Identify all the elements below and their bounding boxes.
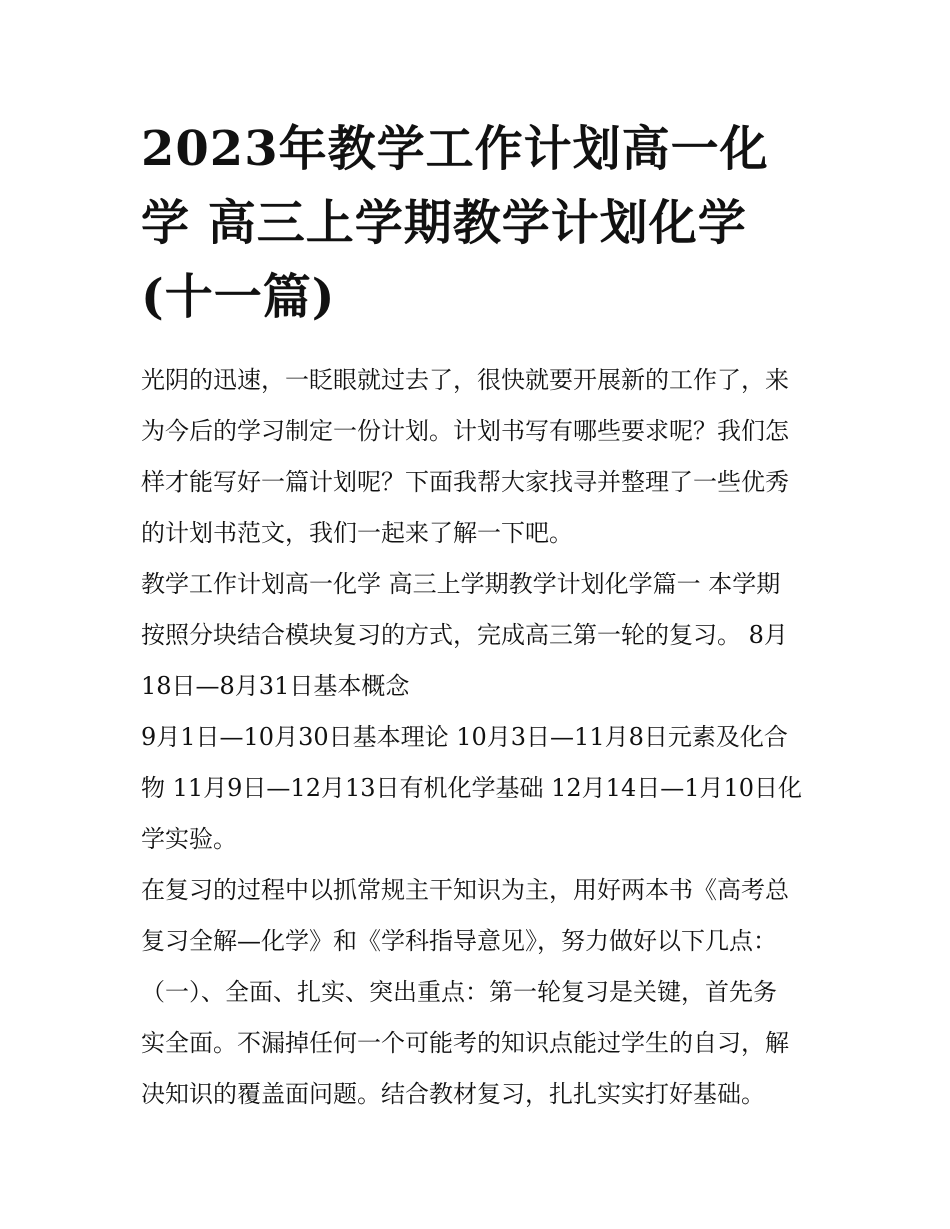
body-line: 学实验。 (141, 825, 237, 853)
document-title: 2023年教学工作计划高一化学 高三上学期教学计划化学(十一篇) (141, 121, 769, 325)
body-line: （一）、全面、扎实、突出重点：第一轮复习是关键，首先务 (141, 978, 777, 1006)
body-line: 在复习的过程中以抓常规主干知识为主，用好两本书《高考总 (141, 876, 789, 904)
body-line: 按照分块结合模块复习的方式，完成高三第一轮的复习。 8月 (141, 621, 788, 649)
body-line: 复习全解—化学》和《学科指导意见》，努力做好以下几点： (141, 927, 777, 955)
body-line: 物 11月9日—12月13日有机化学基础 12月14日—1月10日化 (141, 774, 803, 802)
body-line: 教学工作计划高一化学 高三上学期教学计划化学篇一 本学期 (141, 570, 781, 598)
body-line: 样才能写好一篇计划呢？下面我帮大家找寻并整理了一些优秀 (141, 468, 789, 496)
body-line: 为今后的学习制定一份计划。计划书写有哪些要求呢？我们怎 (141, 417, 789, 445)
body-line: 决知识的覆盖面问题。结合教材复习，扎扎实实打好基础。 (141, 1080, 765, 1108)
body-line: 的计划书范文，我们一起来了解一下吧。 (141, 519, 573, 547)
body-line: 9月1日—10月30日基本理论 10月3日—11月8日元素及化合 (141, 723, 788, 751)
body-line: 实全面。不漏掉任何一个可能考的知识点能过学生的自习，解 (141, 1029, 789, 1057)
document-body (141, 355, 813, 1120)
body-line: 光阴的迅速，一眨眼就过去了，很快就要开展新的工作了，来 (141, 366, 789, 394)
body-line: 18日—8月31日基本概念 (141, 672, 410, 700)
